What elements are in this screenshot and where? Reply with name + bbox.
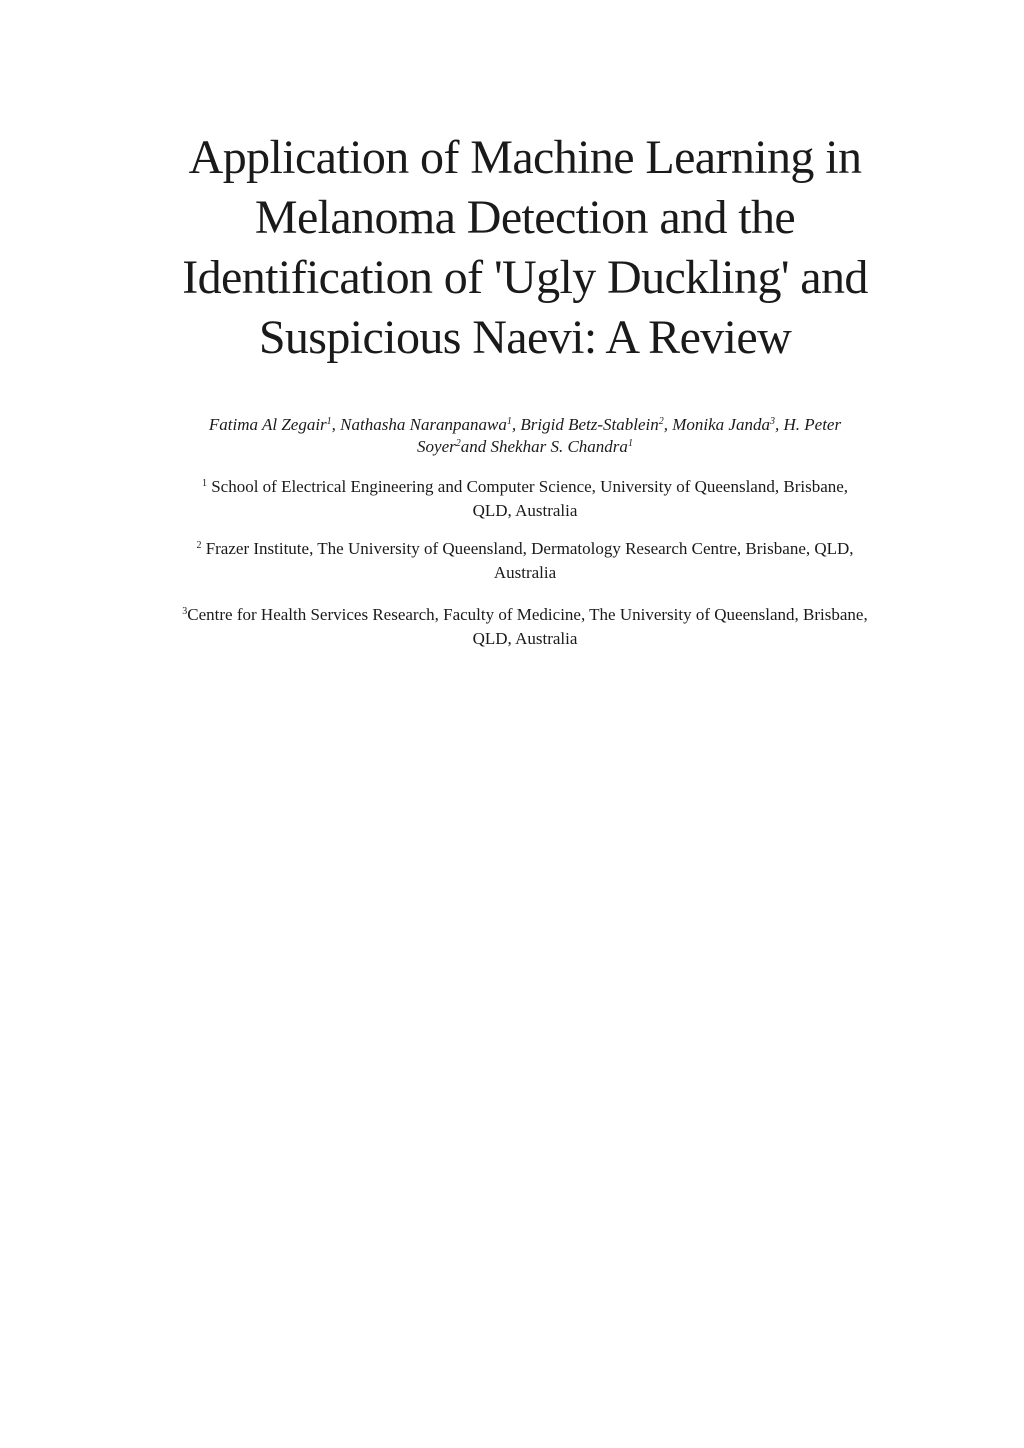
- affiliation-2: [110, 537, 940, 585]
- affiliation-line: QLD, Australia: [472, 501, 578, 520]
- author-separator: ,: [774, 415, 784, 434]
- affiliation-marker: 3: [182, 606, 188, 617]
- author-name: H. Peter: [783, 415, 842, 434]
- affiliation-marker: 2: [455, 438, 461, 449]
- author-separator: ,: [331, 415, 341, 434]
- affiliation-1: [110, 475, 940, 523]
- author-name: Monika Janda: [672, 415, 770, 434]
- affiliation-text: Frazer Institute, The University of Queensland, Dermatology Research Centre, Brisbane, QLD,: [201, 539, 854, 558]
- affiliation-text: School of Electrical Engineering and Computer Science, University of Queensland, Brisbane,: [206, 477, 849, 496]
- author-name: Nathasha Naranpanawa: [340, 415, 507, 434]
- affiliation-line: [110, 537, 940, 561]
- affiliation-line: QLD, Australia: [472, 629, 578, 648]
- paper-title: [130, 128, 920, 368]
- affiliation-3: [110, 603, 940, 651]
- affiliation-marker: 1: [326, 416, 332, 427]
- title-line: Suspicious Naevi: A Review: [258, 311, 792, 364]
- affiliation-text: Centre for Health Services Research, Faculty of Medicine, The University of Queensland, Brisbane,: [187, 605, 868, 624]
- title-line: Melanoma Detection and the: [254, 191, 796, 244]
- author-line: [140, 414, 910, 436]
- author-line: [140, 436, 910, 458]
- author-separator: ,: [511, 415, 521, 434]
- affiliation-line: [110, 475, 940, 499]
- title-line: Application of Machine Learning in: [188, 131, 862, 184]
- affiliation-marker: 1: [506, 416, 512, 427]
- author-separator: ,: [663, 415, 673, 434]
- affiliation-marker: 2: [658, 416, 664, 427]
- affiliation-line: [110, 603, 940, 627]
- author-name: Shekhar S. Chandra: [490, 437, 628, 456]
- affiliation-marker: 1: [627, 438, 633, 449]
- affiliation-marker: 1: [201, 478, 207, 489]
- affiliation-line: Australia: [493, 563, 557, 582]
- author-name: Fatima Al Zegair: [208, 415, 327, 434]
- author-separator: and: [460, 437, 491, 456]
- affiliation-marker: 2: [196, 540, 202, 551]
- author-name: Soyer: [417, 437, 456, 456]
- title-line: Identification of 'Ugly Duckling' and: [182, 251, 868, 304]
- affiliation-marker: 3: [769, 416, 775, 427]
- author-name: Brigid Betz-Stablein: [520, 415, 659, 434]
- author-list: [140, 414, 910, 458]
